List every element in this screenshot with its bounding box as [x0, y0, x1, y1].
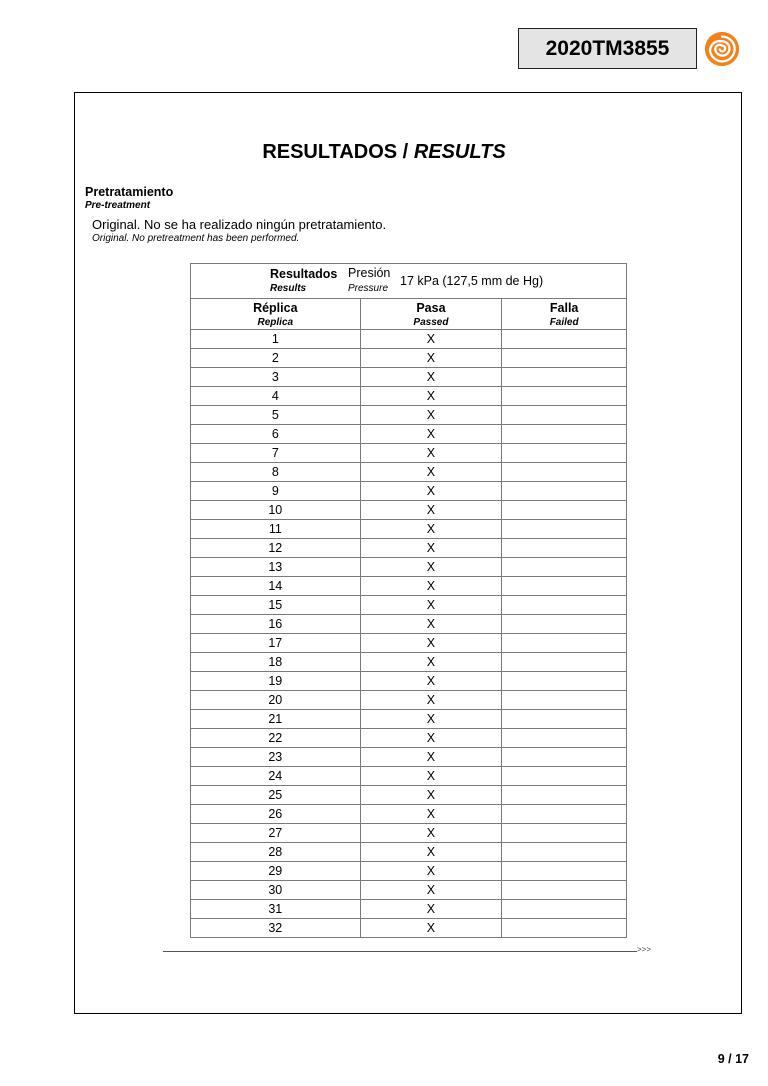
cell-replica: 28: [191, 843, 361, 862]
cell-replica: 14: [191, 577, 361, 596]
cell-replica: 30: [191, 881, 361, 900]
table-row: [191, 653, 627, 672]
results-table: [190, 263, 627, 938]
cell-replica: 21: [191, 710, 361, 729]
table-row: [191, 520, 627, 539]
table-row: [191, 425, 627, 444]
table-row: [191, 615, 627, 634]
cell-passed: X: [360, 501, 502, 520]
pretreatment-text-en: Original. No pretreatment has been performed.: [92, 233, 300, 244]
cell-replica: 20: [191, 691, 361, 710]
page-number: 9 / 17: [717, 1052, 749, 1066]
cell-replica: 18: [191, 653, 361, 672]
cell-passed: X: [360, 558, 502, 577]
table-row: [191, 577, 627, 596]
cell-replica: 11: [191, 520, 361, 539]
table-row: [191, 501, 627, 520]
cell-failed: [502, 691, 627, 710]
cell-passed: X: [360, 615, 502, 634]
cell-passed: X: [360, 805, 502, 824]
cell-replica: 32: [191, 919, 361, 938]
cell-failed: [502, 330, 627, 349]
table-row: [191, 729, 627, 748]
cell-passed: X: [360, 482, 502, 501]
cell-failed: [502, 881, 627, 900]
cell-passed: X: [360, 463, 502, 482]
pretreatment-text: Original. No se ha realizado ningún pretratamiento.: [92, 217, 387, 232]
column-header-passed: Pasa Passed: [360, 299, 502, 330]
pressure-label-en: Pressure: [348, 283, 389, 294]
column-header-replica: Réplica Replica: [191, 299, 361, 330]
cell-passed: X: [360, 539, 502, 558]
cell-replica: 1: [191, 330, 361, 349]
end-of-table-line: [163, 951, 637, 952]
cell-replica: 19: [191, 672, 361, 691]
cell-failed: [502, 786, 627, 805]
cell-passed: X: [360, 862, 502, 881]
cell-failed: [502, 919, 627, 938]
cell-passed: X: [360, 919, 502, 938]
cell-failed: [502, 900, 627, 919]
cell-failed: [502, 862, 627, 881]
cell-passed: X: [360, 577, 502, 596]
pretreatment-title: Pretratamiento: [85, 185, 174, 199]
table-row: [191, 387, 627, 406]
cell-replica: 25: [191, 786, 361, 805]
cell-replica: 6: [191, 425, 361, 444]
cell-passed: X: [360, 634, 502, 653]
cell-replica: 27: [191, 824, 361, 843]
cell-passed: X: [360, 368, 502, 387]
table-row: [191, 843, 627, 862]
cell-failed: [502, 653, 627, 672]
cell-passed: X: [360, 520, 502, 539]
cell-replica: 12: [191, 539, 361, 558]
cell-replica: 31: [191, 900, 361, 919]
cell-replica: 24: [191, 767, 361, 786]
cell-failed: [502, 824, 627, 843]
table-row: [191, 710, 627, 729]
table-row: [191, 482, 627, 501]
cell-replica: 3: [191, 368, 361, 387]
cell-failed: [502, 520, 627, 539]
pressure-label: Presión: [348, 266, 391, 280]
cell-replica: 5: [191, 406, 361, 425]
cell-replica: 4: [191, 387, 361, 406]
table-row: [191, 672, 627, 691]
cell-failed: [502, 615, 627, 634]
cell-replica: 13: [191, 558, 361, 577]
cell-passed: X: [360, 349, 502, 368]
cell-passed: X: [360, 729, 502, 748]
cell-failed: [502, 444, 627, 463]
cell-passed: X: [360, 672, 502, 691]
cell-replica: 15: [191, 596, 361, 615]
cell-failed: [502, 349, 627, 368]
table-row: [191, 558, 627, 577]
cell-failed: [502, 406, 627, 425]
cell-failed: [502, 634, 627, 653]
cell-replica: 8: [191, 463, 361, 482]
cell-passed: X: [360, 691, 502, 710]
cell-replica: 23: [191, 748, 361, 767]
cell-passed: X: [360, 596, 502, 615]
cell-passed: X: [360, 843, 502, 862]
cell-passed: X: [360, 330, 502, 349]
cell-passed: X: [360, 406, 502, 425]
cell-passed: X: [360, 710, 502, 729]
pretreatment-title-en: Pre-treatment: [85, 200, 151, 211]
continuation-marker: >>>: [637, 945, 652, 954]
cell-passed: X: [360, 767, 502, 786]
column-header-row: [191, 299, 627, 330]
cell-failed: [502, 501, 627, 520]
table-row: [191, 463, 627, 482]
cell-replica: 7: [191, 444, 361, 463]
cell-failed: [502, 425, 627, 444]
cell-failed: [502, 539, 627, 558]
table-row: [191, 596, 627, 615]
document-code: 2020TM3855: [518, 28, 697, 69]
cell-failed: [502, 368, 627, 387]
table-row: [191, 539, 627, 558]
cell-failed: [502, 482, 627, 501]
cell-replica: 9: [191, 482, 361, 501]
cell-passed: X: [360, 748, 502, 767]
table-row: [191, 634, 627, 653]
table-row: [191, 444, 627, 463]
table-row: [191, 406, 627, 425]
cell-replica: 22: [191, 729, 361, 748]
cell-failed: [502, 767, 627, 786]
table-row: [191, 900, 627, 919]
table-row: [191, 786, 627, 805]
results-label-en: Results: [270, 283, 307, 294]
cell-passed: X: [360, 653, 502, 672]
table-row: [191, 330, 627, 349]
orange-spiral-icon: [703, 30, 741, 68]
table-row: [191, 824, 627, 843]
cell-replica: 2: [191, 349, 361, 368]
cell-passed: X: [360, 425, 502, 444]
pressure-value: 17 kPa (127,5 mm de Hg): [400, 274, 544, 288]
cell-failed: [502, 596, 627, 615]
cell-failed: [502, 558, 627, 577]
cell-replica: 10: [191, 501, 361, 520]
table-row: [191, 349, 627, 368]
cell-replica: 29: [191, 862, 361, 881]
cell-failed: [502, 805, 627, 824]
results-header-row: [191, 264, 627, 299]
cell-failed: [502, 710, 627, 729]
column-header-failed: Falla Failed: [502, 299, 627, 330]
table-row: [191, 881, 627, 900]
table-row: [191, 805, 627, 824]
table-row: [191, 748, 627, 767]
title-es: RESULTADOS /: [262, 141, 409, 163]
cell-replica: 26: [191, 805, 361, 824]
title-en: RESULTS: [413, 141, 506, 163]
table-row: [191, 368, 627, 387]
cell-replica: 16: [191, 615, 361, 634]
cell-replica: 17: [191, 634, 361, 653]
cell-passed: X: [360, 824, 502, 843]
table-row: [191, 919, 627, 938]
cell-failed: [502, 729, 627, 748]
cell-passed: X: [360, 786, 502, 805]
table-row: [191, 767, 627, 786]
cell-passed: X: [360, 881, 502, 900]
results-label: Resultados: [270, 267, 338, 281]
cell-failed: [502, 463, 627, 482]
cell-passed: X: [360, 387, 502, 406]
cell-failed: [502, 748, 627, 767]
results-pressure-cell: [191, 264, 627, 299]
cell-failed: [502, 387, 627, 406]
cell-failed: [502, 577, 627, 596]
table-row: [191, 691, 627, 710]
cell-failed: [502, 672, 627, 691]
table-row: [191, 862, 627, 881]
cell-passed: X: [360, 900, 502, 919]
cell-passed: X: [360, 444, 502, 463]
cell-failed: [502, 843, 627, 862]
page-title: [0, 141, 768, 164]
